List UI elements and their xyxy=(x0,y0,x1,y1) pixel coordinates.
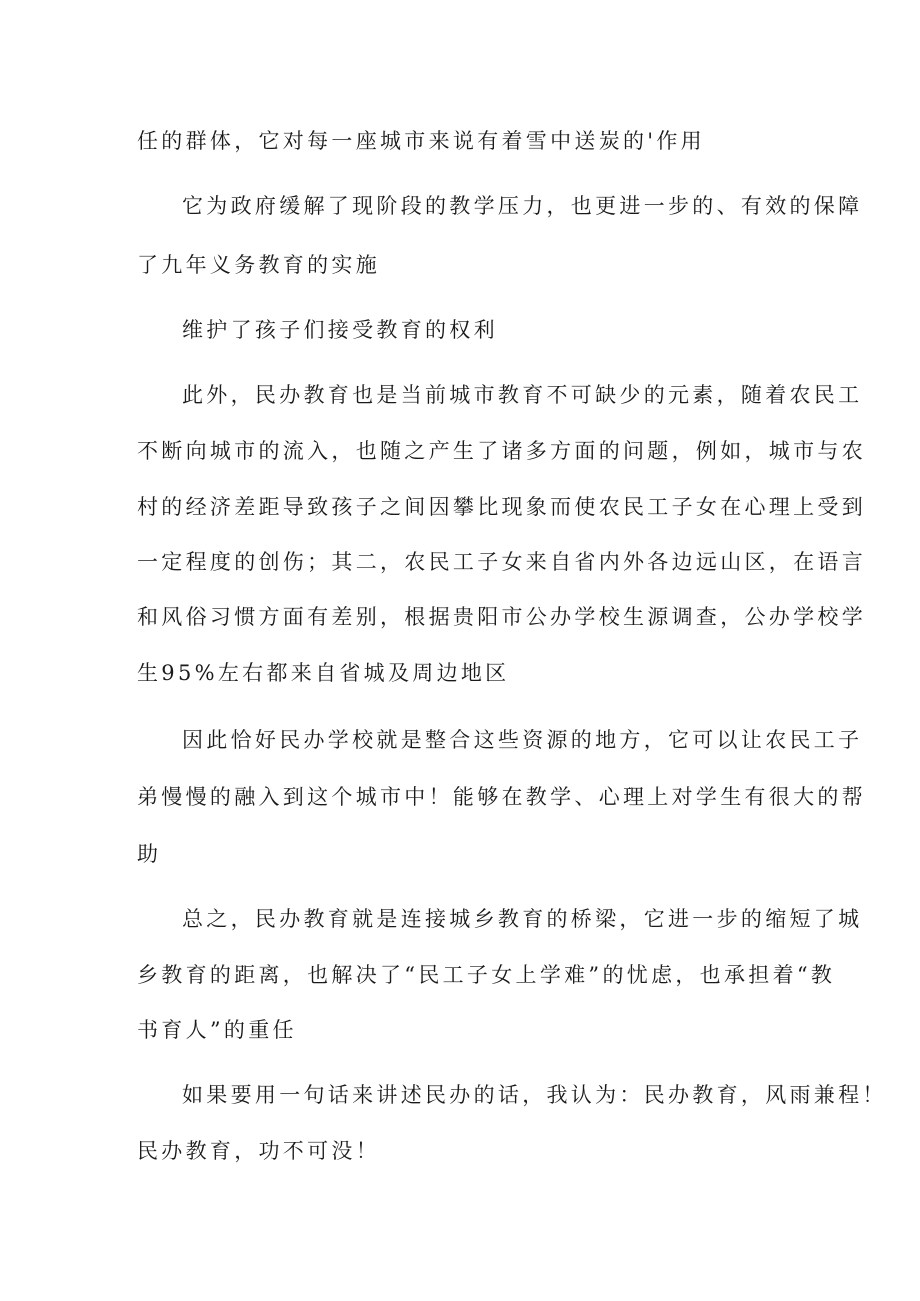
text-line: 生95%左右都来自省城及周边地区 xyxy=(137,661,510,685)
text-line: 一定程度的创伤；其二，农民工子女来自省内外各边远山区，在语言 xyxy=(137,550,866,574)
text-line: 乡教育的距离，也解决了“民工子女上学难”的忧虑，也承担着“教 xyxy=(137,963,836,987)
text-line: 维护了孩子们接受教育的权利 xyxy=(182,318,498,342)
text-line: 它为政府缓解了现阶段的教学压力，也更进一步的、有效的保障 xyxy=(182,194,863,218)
text-line: 因此恰好民办学校就是整合这些资源的地方，它可以让农民工子 xyxy=(182,728,863,752)
text-line: 不断向城市的流入，也随之产生了诸多方面的问题，例如，城市与农 xyxy=(137,439,866,463)
text-line: 任的群体，它对每一座城市来说有着雪中送炭的'作用 xyxy=(137,129,705,153)
text-line: 书育人”的重任 xyxy=(137,1018,297,1042)
text-line: 了九年义务教育的实施 xyxy=(137,253,380,277)
text-line: 总之，民办教育就是连接城乡教育的桥梁，它进一步的缩短了城 xyxy=(182,907,863,931)
text-line: 和风俗习惯方面有差别，根据贵阳市公办学校生源调查，公办学校学 xyxy=(137,605,866,629)
text-line: 弟慢慢的融入到这个城市中！能够在教学、心理上对学生有很大的帮 xyxy=(137,785,866,809)
text-line: 村的经济差距导致孩子之间因攀比现象而使农民工子女在心理上受到 xyxy=(137,495,866,519)
text-line: 民办教育，功不可没！ xyxy=(137,1139,380,1163)
text-line: 如果要用一句话来讲述民办的话，我认为：民办教育，风雨兼程！ xyxy=(182,1083,887,1107)
text-line: 助 xyxy=(137,842,162,866)
text-line: 此外，民办教育也是当前城市教育不可缺少的元素，随着农民工 xyxy=(182,383,863,407)
